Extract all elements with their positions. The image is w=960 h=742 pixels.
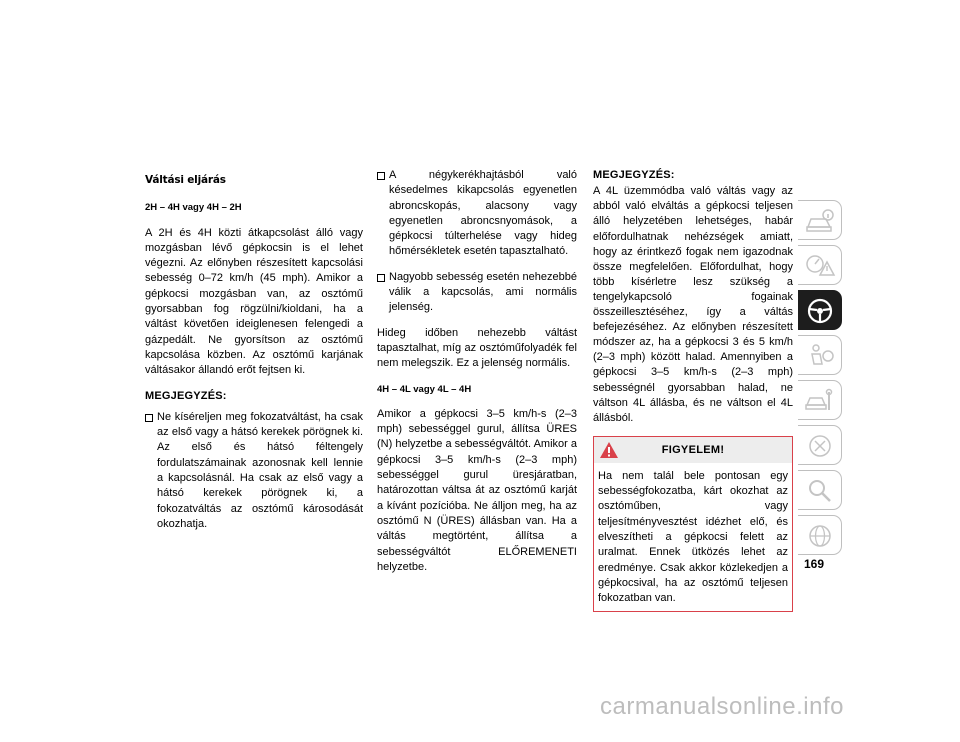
column-middle: [377, 168, 577, 585]
subheading-4h-4l: 4H – 4L vagy 4L – 4H: [377, 383, 472, 395]
watermark: carmanualsonline.info: [600, 693, 844, 720]
column-right: [593, 168, 793, 612]
emergency-icon: [804, 432, 836, 460]
tab-car-info[interactable]: [798, 200, 842, 240]
multilingual-icon: [804, 522, 836, 550]
tab-safety[interactable]: [798, 335, 842, 375]
chapter-tabs: [798, 200, 842, 560]
paragraph-4h-4l: Amikor a gépkocsi 3–5 km/h-s (2–3 mph) sebességgel gurul, állítsa ÜRES (N) helyzetbe a sebességváltót. Amikor a gépkocsi 3–5 km/h-s (2–3 mph) sebességgel gurul üresjáratban, határozottan váltsa át az osztómű karját a kívánt pozícióba. Ne álljon meg, ha az osztómű N (ÜRES) állásban van. Ha a váltás megtörtént, állítsa a sebességváltót ELŐREMENETI helyzetbe.: [377, 407, 577, 573]
paragraph-cold-weather: Hideg időben nehezebb váltást tapasztalhat, míg az osztóműfolyadék fel nem melegszik. Ez a jelenség normális.: [377, 326, 577, 370]
paragraph-4l-note: A 4L üzemmódba való váltás vagy az abból való elváltás a gépkocsi teljesen álló helyzetében lehetséges, habár előfordulhatnak nehézségek amiatt, hogy az érintkező fogak nem igazodnak össze megfelelően. Előfordulhat, hogy több kísérletre lesz szükség a tengelykapcsoló fogainak összeillesztéséhez, így a váltás befejezéséhez. Az előnyben részesített módszer az, ha a gépkocsi 3 és 5 km/h (2–3 mph) között halad. Amennyiben a gépkocsi 3–5 km/h-s (2–3 mph) sebességnél gyorsabban halad, ne váltson 4L állásba, és ne váltson el 4L állásból.: [593, 185, 793, 424]
tab-dashboard-warnings[interactable]: [798, 245, 842, 285]
paragraph-2h-4h: A 2H és 4H közti átkapcsolást álló vagy mozgásban lévő gépkocsin is el lehet végezni. Az előnyben részesített kapcsolási sebesség 0–72 km/h (45 mph). Amikor a gépkocsi mozgásban van, az osztómű gyorsabban fog rögzülni/kioldani, ha a váltást követően ideiglenesen felengedi a gázpedált. Ne gyorsítson az osztómű kapcsolása közben. Az osztómű karjának váltásakor állandó erőt fejtsen ki.: [145, 226, 363, 377]
tab-multilingual[interactable]: [798, 515, 842, 555]
section-title: Váltási eljárás: [145, 174, 226, 186]
checkbox-bullet-icon: [145, 414, 153, 422]
warning-triangle-icon: [599, 441, 619, 459]
subheading-2h-4h: 2H – 4H vagy 4H – 2H: [145, 202, 242, 214]
warning-header: [594, 437, 792, 463]
checkbox-bullet-icon: [377, 172, 385, 180]
page-number: 169: [803, 557, 824, 571]
bullet-text: A négykerékhajtásból való késedelmes kikapcsolás egyenetlen abroncskopás, alacsony vagy egyenetlen abroncsnyomások, a gépkocsi túlterhelése vagy hideg hőmérsékletek esetén tapasztalható.: [389, 169, 577, 258]
bullet-text: Ne kíséreljen meg fokozatváltást, ha csak az első vagy a hátsó kerekek pörögnek ki. Az első és hátsó féltengely fordulatszámainak azonosnak kell lennie a kapcsolásnál. Ha csak az első vagy a hátsó kerekek pörögnek ki, a fokozatváltás az osztómű károsodását okozhatja.: [157, 410, 363, 530]
tab-servicing[interactable]: [798, 380, 842, 420]
warning-text: Ha nem talál bele pontosan egy sebességfokozatba, kárt okozhat az osztóműben, vagy teljesítményvesztést idézhet elő, és elveszítheti a gépkocsi felett az uralmat. Ennek ütközés lehet az eredménye. Csak akkor közlekedjen a gépkocsival, ha az osztómű teljesen fokozatban van.: [598, 469, 788, 605]
note-bullet: [377, 168, 577, 260]
note-heading: MEGJEGYZÉS:: [145, 389, 227, 402]
steering-wheel-icon: [804, 297, 836, 325]
search-index-icon: [804, 477, 836, 505]
tab-index[interactable]: [798, 470, 842, 510]
note-bullet: [377, 270, 577, 316]
bullet-text: Nagyobb sebesség esetén nehezebbé válik a kapcsolás, ami normális jelenség.: [389, 270, 577, 314]
warning-box: [593, 436, 793, 613]
tab-starting-operating[interactable]: [798, 290, 842, 330]
car-info-icon: [804, 207, 836, 235]
tab-emergency[interactable]: [798, 425, 842, 465]
note-heading: MEGJEGYZÉS:: [593, 169, 675, 181]
dashboard-warning-icon: [804, 252, 836, 280]
note-bullet: [145, 410, 363, 532]
checkbox-bullet-icon: [377, 274, 385, 282]
airbag-safety-icon: [804, 342, 836, 370]
column-left: [145, 168, 363, 542]
service-tools-icon: [804, 387, 836, 415]
warning-title: FIGYELEM!: [661, 443, 725, 456]
